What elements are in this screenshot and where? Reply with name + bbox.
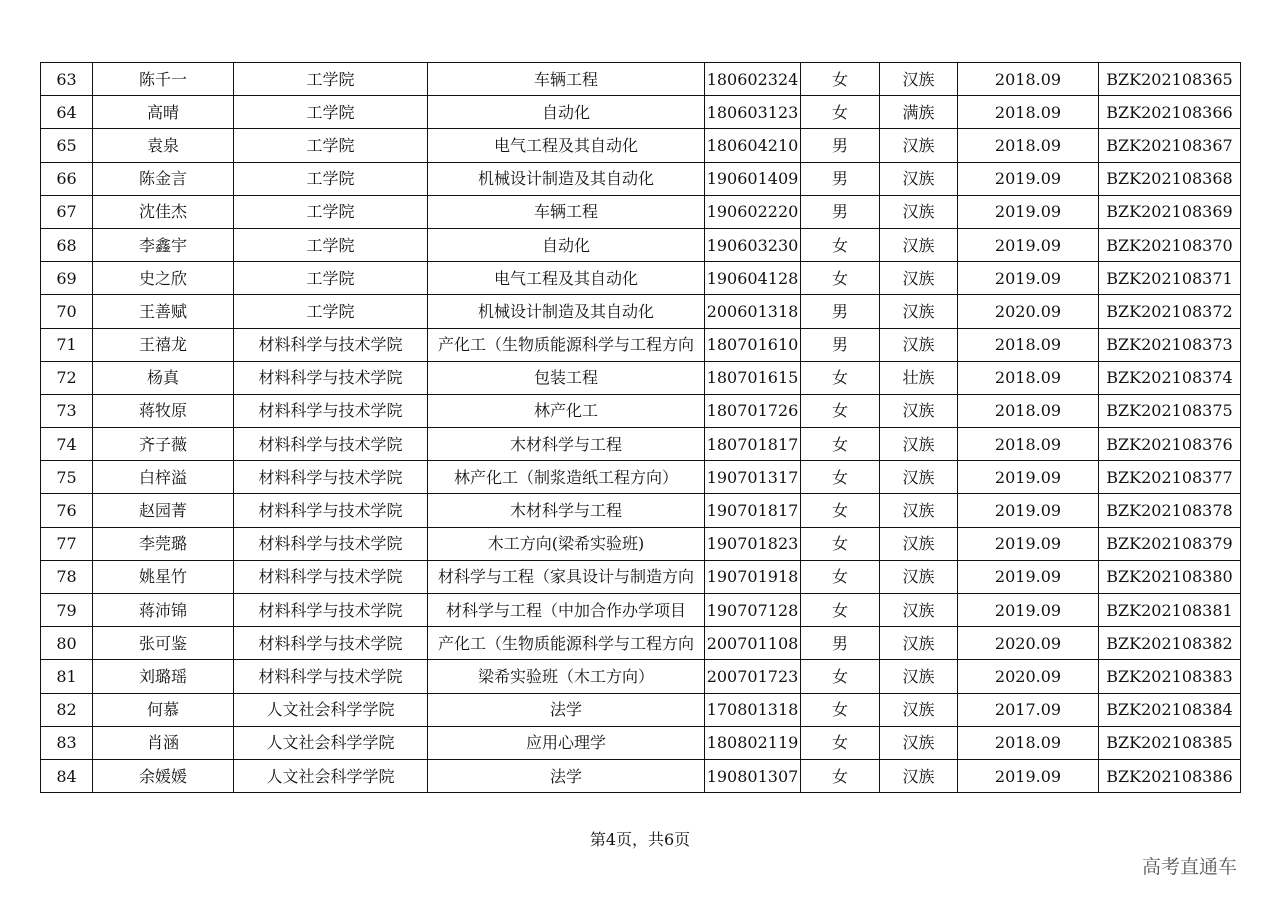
major-cell: 包装工程 — [428, 361, 705, 394]
major-cell: 材科学与工程（家具设计与制造方向 — [428, 560, 705, 593]
major-cell: 林产化工（制浆造纸工程方向） — [428, 461, 705, 494]
ethnicity-cell: 汉族 — [880, 63, 958, 96]
ethnicity-cell: 汉族 — [880, 328, 958, 361]
enrollment-date-cell: 2019.09 — [958, 461, 1099, 494]
major-cell: 材科学与工程（中加合作办学项目 — [428, 594, 705, 627]
row-index-cell: 70 — [41, 295, 93, 328]
row-index-cell: 78 — [41, 560, 93, 593]
table-row — [41, 759, 1241, 792]
student-roster-table — [40, 62, 1241, 793]
enrollment-date-cell: 2019.09 — [958, 594, 1099, 627]
ethnicity-cell: 汉族 — [880, 594, 958, 627]
table-row — [41, 660, 1241, 693]
gender-cell: 男 — [801, 627, 880, 660]
student-name-cell: 袁泉 — [93, 129, 234, 162]
enrollment-date-cell: 2018.09 — [958, 394, 1099, 427]
row-index-cell: 83 — [41, 726, 93, 759]
college-cell: 材料科学与技术学院 — [234, 428, 428, 461]
row-index-cell: 69 — [41, 262, 93, 295]
watermark: 高考直通车 — [1142, 856, 1238, 878]
major-cell: 机械设计制造及其自动化 — [428, 295, 705, 328]
student-id-cell: 180701726 — [705, 394, 801, 427]
college-cell: 工学院 — [234, 96, 428, 129]
student-name-cell: 何慕 — [93, 693, 234, 726]
ethnicity-cell: 汉族 — [880, 428, 958, 461]
college-cell: 工学院 — [234, 63, 428, 96]
gender-cell: 女 — [801, 660, 880, 693]
student-name-cell: 肖涵 — [93, 726, 234, 759]
student-id-cell: 190701317 — [705, 461, 801, 494]
ethnicity-cell: 汉族 — [880, 726, 958, 759]
gender-cell: 女 — [801, 262, 880, 295]
gender-cell: 男 — [801, 328, 880, 361]
table-row — [41, 560, 1241, 593]
gender-cell: 女 — [801, 461, 880, 494]
row-index-cell: 71 — [41, 328, 93, 361]
row-index-cell: 66 — [41, 162, 93, 195]
row-index-cell: 77 — [41, 527, 93, 560]
enrollment-date-cell: 2019.09 — [958, 560, 1099, 593]
student-name-cell: 史之欣 — [93, 262, 234, 295]
ethnicity-cell: 汉族 — [880, 195, 958, 228]
row-index-cell: 72 — [41, 361, 93, 394]
student-id-cell: 170801318 — [705, 693, 801, 726]
certificate-number-cell: BZK202108372 — [1099, 295, 1241, 328]
student-id-cell: 180602324 — [705, 63, 801, 96]
table-row — [41, 96, 1241, 129]
table-row — [41, 328, 1241, 361]
major-cell: 车辆工程 — [428, 195, 705, 228]
student-id-cell: 180802119 — [705, 726, 801, 759]
college-cell: 材料科学与技术学院 — [234, 328, 428, 361]
student-name-cell: 齐子薇 — [93, 428, 234, 461]
enrollment-date-cell: 2019.09 — [958, 262, 1099, 295]
table-row — [41, 428, 1241, 461]
table-row — [41, 394, 1241, 427]
student-id-cell: 200701723 — [705, 660, 801, 693]
major-cell: 机械设计制造及其自动化 — [428, 162, 705, 195]
certificate-number-cell: BZK202108374 — [1099, 361, 1241, 394]
major-cell: 车辆工程 — [428, 63, 705, 96]
major-cell: 自动化 — [428, 96, 705, 129]
enrollment-date-cell: 2018.09 — [958, 96, 1099, 129]
student-name-cell: 张可鉴 — [93, 627, 234, 660]
table-row — [41, 527, 1241, 560]
college-cell: 材料科学与技术学院 — [234, 394, 428, 427]
student-name-cell: 王善赋 — [93, 295, 234, 328]
certificate-number-cell: BZK202108381 — [1099, 594, 1241, 627]
certificate-number-cell: BZK202108371 — [1099, 262, 1241, 295]
gender-cell: 女 — [801, 228, 880, 261]
enrollment-date-cell: 2018.09 — [958, 428, 1099, 461]
student-id-cell: 190603230 — [705, 228, 801, 261]
ethnicity-cell: 汉族 — [880, 693, 958, 726]
student-name-cell: 白梓溢 — [93, 461, 234, 494]
student-id-cell: 190801307 — [705, 759, 801, 792]
gender-cell: 女 — [801, 96, 880, 129]
gender-cell: 女 — [801, 63, 880, 96]
enrollment-date-cell: 2020.09 — [958, 295, 1099, 328]
certificate-number-cell: BZK202108382 — [1099, 627, 1241, 660]
college-cell: 工学院 — [234, 162, 428, 195]
ethnicity-cell: 汉族 — [880, 627, 958, 660]
college-cell: 工学院 — [234, 195, 428, 228]
gender-cell: 女 — [801, 428, 880, 461]
row-index-cell: 76 — [41, 494, 93, 527]
enrollment-date-cell: 2020.09 — [958, 627, 1099, 660]
table-row — [41, 262, 1241, 295]
certificate-number-cell: BZK202108368 — [1099, 162, 1241, 195]
row-index-cell: 80 — [41, 627, 93, 660]
college-cell: 工学院 — [234, 262, 428, 295]
student-id-cell: 190701918 — [705, 560, 801, 593]
major-cell: 自动化 — [428, 228, 705, 261]
certificate-number-cell: BZK202108373 — [1099, 328, 1241, 361]
student-id-cell: 190707128 — [705, 594, 801, 627]
enrollment-date-cell: 2018.09 — [958, 63, 1099, 96]
table-row — [41, 195, 1241, 228]
major-cell: 法学 — [428, 759, 705, 792]
certificate-number-cell: BZK202108378 — [1099, 494, 1241, 527]
table-row — [41, 494, 1241, 527]
table-row — [41, 726, 1241, 759]
student-id-cell: 190602220 — [705, 195, 801, 228]
student-name-cell: 杨真 — [93, 361, 234, 394]
major-cell: 产化工（生物质能源科学与工程方向 — [428, 328, 705, 361]
row-index-cell: 74 — [41, 428, 93, 461]
table-row — [41, 295, 1241, 328]
student-id-cell: 180603123 — [705, 96, 801, 129]
certificate-number-cell: BZK202108366 — [1099, 96, 1241, 129]
certificate-number-cell: BZK202108377 — [1099, 461, 1241, 494]
ethnicity-cell: 汉族 — [880, 759, 958, 792]
ethnicity-cell: 汉族 — [880, 262, 958, 295]
row-index-cell: 79 — [41, 594, 93, 627]
ethnicity-cell: 满族 — [880, 96, 958, 129]
enrollment-date-cell: 2019.09 — [958, 228, 1099, 261]
enrollment-date-cell: 2019.09 — [958, 527, 1099, 560]
row-index-cell: 75 — [41, 461, 93, 494]
college-cell: 材料科学与技术学院 — [234, 527, 428, 560]
page-number: 第4页，共6页 — [589, 830, 691, 849]
enrollment-date-cell: 2019.09 — [958, 162, 1099, 195]
roster-body — [41, 63, 1241, 793]
student-name-cell: 赵园菁 — [93, 494, 234, 527]
student-name-cell: 王禧龙 — [93, 328, 234, 361]
certificate-number-cell: BZK202108380 — [1099, 560, 1241, 593]
college-cell: 材料科学与技术学院 — [234, 560, 428, 593]
student-name-cell: 刘璐瑶 — [93, 660, 234, 693]
college-cell: 材料科学与技术学院 — [234, 361, 428, 394]
certificate-number-cell: BZK202108384 — [1099, 693, 1241, 726]
student-id-cell: 190604128 — [705, 262, 801, 295]
table-row — [41, 63, 1241, 96]
college-cell: 人文社会科学学院 — [234, 726, 428, 759]
gender-cell: 女 — [801, 394, 880, 427]
certificate-number-cell: BZK202108383 — [1099, 660, 1241, 693]
student-id-cell: 190601409 — [705, 162, 801, 195]
ethnicity-cell: 汉族 — [880, 494, 958, 527]
enrollment-date-cell: 2018.09 — [958, 129, 1099, 162]
student-id-cell: 200601318 — [705, 295, 801, 328]
student-name-cell: 姚星竹 — [93, 560, 234, 593]
student-name-cell: 高晴 — [93, 96, 234, 129]
student-id-cell: 180701615 — [705, 361, 801, 394]
student-name-cell: 蒋牧原 — [93, 394, 234, 427]
certificate-number-cell: BZK202108376 — [1099, 428, 1241, 461]
ethnicity-cell: 汉族 — [880, 129, 958, 162]
enrollment-date-cell: 2019.09 — [958, 759, 1099, 792]
ethnicity-cell: 汉族 — [880, 228, 958, 261]
row-index-cell: 82 — [41, 693, 93, 726]
gender-cell: 女 — [801, 494, 880, 527]
college-cell: 工学院 — [234, 129, 428, 162]
student-name-cell: 蒋沛锦 — [93, 594, 234, 627]
major-cell: 产化工（生物质能源科学与工程方向 — [428, 627, 705, 660]
enrollment-date-cell: 2019.09 — [958, 195, 1099, 228]
enrollment-date-cell: 2019.09 — [958, 494, 1099, 527]
student-name-cell: 沈佳杰 — [93, 195, 234, 228]
table-row — [41, 594, 1241, 627]
gender-cell: 女 — [801, 361, 880, 394]
college-cell: 人文社会科学学院 — [234, 693, 428, 726]
row-index-cell: 63 — [41, 63, 93, 96]
enrollment-date-cell: 2018.09 — [958, 328, 1099, 361]
certificate-number-cell: BZK202108375 — [1099, 394, 1241, 427]
ethnicity-cell: 汉族 — [880, 560, 958, 593]
student-name-cell: 陈金言 — [93, 162, 234, 195]
ethnicity-cell: 汉族 — [880, 394, 958, 427]
ethnicity-cell: 汉族 — [880, 461, 958, 494]
certificate-number-cell: BZK202108367 — [1099, 129, 1241, 162]
gender-cell: 女 — [801, 693, 880, 726]
student-id-cell: 190701823 — [705, 527, 801, 560]
student-id-cell: 180701610 — [705, 328, 801, 361]
college-cell: 材料科学与技术学院 — [234, 494, 428, 527]
college-cell: 材料科学与技术学院 — [234, 461, 428, 494]
student-name-cell: 李莞璐 — [93, 527, 234, 560]
student-name-cell: 余媛媛 — [93, 759, 234, 792]
row-index-cell: 64 — [41, 96, 93, 129]
student-id-cell: 200701108 — [705, 627, 801, 660]
certificate-number-cell: BZK202108386 — [1099, 759, 1241, 792]
gender-cell: 男 — [801, 129, 880, 162]
table-row — [41, 361, 1241, 394]
student-id-cell: 180604210 — [705, 129, 801, 162]
row-index-cell: 73 — [41, 394, 93, 427]
student-id-cell: 180701817 — [705, 428, 801, 461]
row-index-cell: 65 — [41, 129, 93, 162]
major-cell: 电气工程及其自动化 — [428, 129, 705, 162]
row-index-cell: 67 — [41, 195, 93, 228]
major-cell: 梁希实验班（木工方向） — [428, 660, 705, 693]
certificate-number-cell: BZK202108369 — [1099, 195, 1241, 228]
certificate-number-cell: BZK202108385 — [1099, 726, 1241, 759]
college-cell: 材料科学与技术学院 — [234, 594, 428, 627]
college-cell: 人文社会科学学院 — [234, 759, 428, 792]
student-name-cell: 李鑫宇 — [93, 228, 234, 261]
ethnicity-cell: 汉族 — [880, 162, 958, 195]
student-name-cell: 陈千一 — [93, 63, 234, 96]
certificate-number-cell: BZK202108370 — [1099, 228, 1241, 261]
major-cell: 应用心理学 — [428, 726, 705, 759]
row-index-cell: 81 — [41, 660, 93, 693]
major-cell: 木材科学与工程 — [428, 494, 705, 527]
row-index-cell: 84 — [41, 759, 93, 792]
gender-cell: 女 — [801, 527, 880, 560]
certificate-number-cell: BZK202108365 — [1099, 63, 1241, 96]
student-id-cell: 190701817 — [705, 494, 801, 527]
major-cell: 木工方向(梁希实验班) — [428, 527, 705, 560]
college-cell: 工学院 — [234, 228, 428, 261]
table-row — [41, 129, 1241, 162]
ethnicity-cell: 汉族 — [880, 295, 958, 328]
gender-cell: 女 — [801, 759, 880, 792]
gender-cell: 女 — [801, 594, 880, 627]
table-row — [41, 627, 1241, 660]
major-cell: 电气工程及其自动化 — [428, 262, 705, 295]
gender-cell: 男 — [801, 295, 880, 328]
ethnicity-cell: 壮族 — [880, 361, 958, 394]
gender-cell: 男 — [801, 162, 880, 195]
major-cell: 木材科学与工程 — [428, 428, 705, 461]
enrollment-date-cell: 2018.09 — [958, 726, 1099, 759]
table-row — [41, 228, 1241, 261]
table-row — [41, 162, 1241, 195]
ethnicity-cell: 汉族 — [880, 527, 958, 560]
college-cell: 材料科学与技术学院 — [234, 627, 428, 660]
enrollment-date-cell: 2017.09 — [958, 693, 1099, 726]
gender-cell: 女 — [801, 560, 880, 593]
major-cell: 法学 — [428, 693, 705, 726]
major-cell: 林产化工 — [428, 394, 705, 427]
enrollment-date-cell: 2020.09 — [958, 660, 1099, 693]
gender-cell: 男 — [801, 195, 880, 228]
college-cell: 工学院 — [234, 295, 428, 328]
enrollment-date-cell: 2018.09 — [958, 361, 1099, 394]
certificate-number-cell: BZK202108379 — [1099, 527, 1241, 560]
gender-cell: 女 — [801, 726, 880, 759]
ethnicity-cell: 汉族 — [880, 660, 958, 693]
table-row — [41, 693, 1241, 726]
table-row — [41, 461, 1241, 494]
college-cell: 材料科学与技术学院 — [234, 660, 428, 693]
row-index-cell: 68 — [41, 228, 93, 261]
